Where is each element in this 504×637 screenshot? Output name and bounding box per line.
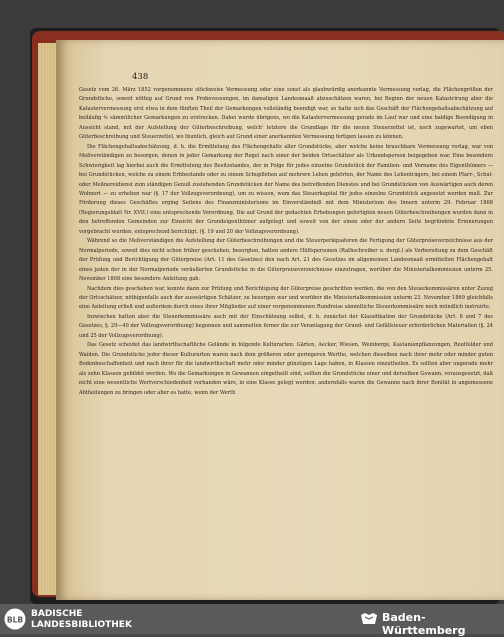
paragraph: Inzwischen hatten aber die Steuerkommissäre auch mit der Einschätzung selbst, d. h. zunächst der Klassifikation der Grundstücke (Art. 6 und 7 des Gesetzes, §. 29—40 der Vollzugsverordnung) begonnen und sammelten ferner die zur Veranlagung der Grund- und Gefällsteuer erforderlichen Materialien (§. 24 und 25 der Vollzugsverordnung).: [79, 313, 493, 339]
paragraph: Nachdem dies geschehen war, konnte dann zur Prüfung und Berichtigung der Güterpreise geschritten werden, die von den Steuerkommissären unter Zuzug der Ortsschätzer, nöthigenfalls auch der auswärtigen Schätzer, zu besorgen war und worüber die Ministerialkommission unterm 23. November 1869 gleichfalls eine Anleitung erließ und außerdem durch eines ihrer Mitglieder auf einer vorgenommenen Rundreise sämmtliche Steuerkommissäre noch mündlich instruirte.: [79, 285, 493, 311]
paragraph: Gesetz vom 26. März 1852 vorgenommene stückweise Vermessung oder eine sonst als glaubwürdig anerkannte Vermessung vorlag, die Flächengrößen der Grundstücke, soweit nöthig auf Grund von Probevessungen, im damaligen Landesmaaß abzuschätzen waren, bei Beginn der neuen Katastrirung aber die Katastervermessung erst etwa in dem fünften Theil der Gemarkungen vollständig beendigt war, so hatte sich das Geschäft der Flächengehaltsabschätzung auf beiläufig ⁴⁄₅ sämmtlicher Gemarkungen zu erstrecken. Dabei wurde übrigens, wo die Katastervermessung gerade im Lauf war und eine baldige Beendigung in Aussicht stand, mit der Aufstellung der Güterbeschreibung, welch' letztere die Grundlage für die neuen Steuerzettel ist, noch zugewartet, um eben Güterbeschreibung und Steuerzettel, wo thunlich, gleich auf Grund einer anerkannten Vermessung fertigen lassen zu können.: [79, 87, 493, 141]
library-name-line1: BADISCHE: [31, 609, 83, 619]
paragraph: Die Flächengehaltsabschätzung, d. h. die Ermittelung des Flächengehalts aller Grundstücke, aber welche keine brauchbare Vermessung vorlag, war von Meßverständigen zu besorgen, denen in jeder Gemarkung der Regel nach einer der beiden Ortsschätzer als Urkundsperson beigegeben war. Eine besondere Schwierigkeit lag hierbei auch die Ermittelung des Besitzstandes, der in Folge für jedes einzelne Grundstück der Familien- und Vorname des Eigenthümers — bei Grundstücken, welche zu einem Erbbestande oder zu einem Schupflehen auf mehrere Lehen gehörten, der Name des Lehenträgers, bei einem Pfarr-, Schul- oder Meßnereidienst zum ständigen Genuß zustehenden Grundstücken der Name des betreffenden Dienstes und bei Grundstücken von Auswärtigen auch deren Wohnort — zu erheben war (§. 17 der Vollzugsverordnung), um zu wissen, wem das Steuerkapital für jedes einzelne Grundstück angesetzt werden muß. Zur Förderung dieses Geschäftes erging Seitens des Finanzministeriums im Einverständniß mit dem Ministerium des Innern unterm 29. Februar 1868 (Regierungsblatt Nr. XVII.) eine entsprechende Verordnung. Die auf Grund der gedachten Erhebungen gefertigten neuen Güterbeschreibungen wurden dann in den betreffenden Gemeinden zur Einsicht der Grundeigenthümer aufgelegt und soweit von der einen oder der andern Seite begründete Erinnerungen vorgebracht wurden, entsprechend berichtigt. (§. 19 und 20 der Vollzugsverordnung).: [79, 143, 493, 235]
blb-logo-icon[interactable]: [4, 608, 26, 630]
page-text: [79, 86, 493, 398]
library-name-line2: LANDESBIBLIOTHEK: [31, 619, 132, 630]
svg-text:BLB: BLB: [6, 615, 24, 625]
page-edges: [38, 43, 58, 595]
page-number: 438: [132, 72, 149, 82]
paragraph: Während so die Meßverständigen die Aufstellung der Güterbeschreibungen und die Steuerperäquatoren die Fertigung der Güterpreiseverzeichnisse aus der Normalperiode, soweit dies nicht schon früher geschehen, besorgten, hatten andere Hülfspersonen (Rathschreiber u. dergl.) als Vorbereitung zu dem Geschäft der Prüfung und Berichtigung der Güterpreise (Art. 11 des Gesetzes) den nach Art. 21 des Gesetzes im allgemeinen Landesmaaß ermittelten Flächengehalt eines jeden der in der Normalperiode veräußerten Grundstücke in die Güterpreiseverzeichnisse einzutragen, worüber die Ministerialkommission unterm 25. November 1868 eine besondere Anleitung gab.: [79, 238, 493, 283]
paragraph: Das Gesetz scheidet das landwirthschaftliche Gelände in folgende Kulturarten: Gärten, Aecker, Wiesen, Weinberge, Kastanienpflanzungen, Reutfelder und Waiden. Die Grundstücke jeder dieser Kulturarten waren nach dem größeren oder geringeren Werthe, welchen dieselben nach ihrer mehr oder minder guten Bodenbeschaffenheit und nach ihrer für die landwirthschaft mehr oder minder günstigen Lage haben, in Klassen einzutheilen. Es sollten aber ungerade mehr als zehn Klassen gebildet werden. Wo die Gemarkungen in Gewannen eingetheilt sind, sollten die Grundstücke einer und derselben Gewann, vorausgesetzt, daß nicht eine wesentliche Wertverschiedenheit vorhanden wäre, in eine Klasse gelegt werden; andernfalls waren die Gewanne nach ihrer Bonität in angemessene Abtheilungen zu bringen oder aber es hatte, wenn der Werth: [79, 342, 493, 396]
library-name[interactable]: [31, 609, 132, 630]
footer-bar: [0, 604, 504, 637]
state-name[interactable]: Baden-Württemberg: [382, 611, 466, 637]
state-coat-of-arms-icon: [360, 612, 378, 626]
